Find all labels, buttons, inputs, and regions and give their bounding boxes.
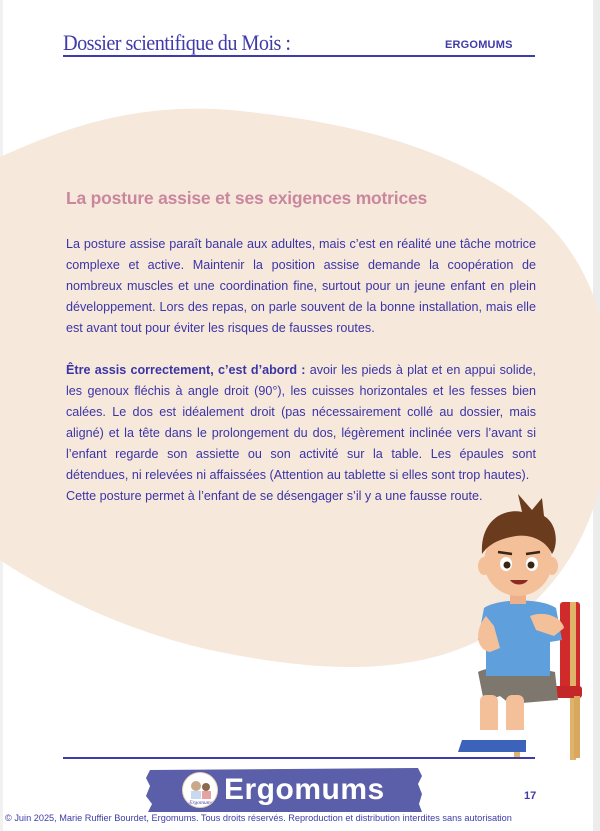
paragraph-2 — [66, 360, 536, 486]
ergomums-banner-text: Ergomums — [224, 773, 385, 806]
paragraph-3: Cette posture permet à l’enfant de se désengager s’il y a une fausse route. — [66, 489, 483, 503]
footer-divider — [63, 757, 535, 759]
copyright-notice: © Juin 2025, Marie Ruffier Bourdet, Ergomums. Tous droits réservés. Reproduction et distribution interdites sans autorisation — [5, 813, 512, 823]
sitting-boy-illustration — [450, 490, 590, 760]
paragraph-1: La posture assise paraît banale aux adultes, mais c’est en réalité une tâche motrice complexe et active. Maintenir la position assise demande la coopération de nombreux muscles et une coordination fine, surtout pour un jeune enfant en plein développement. Lors des repas, on parle souvent de la bonne installation, mais elle est avant tout pour éviter les risques de fausses routes. — [66, 237, 536, 335]
section-title: La posture assise et ses exigences motrices — [66, 188, 428, 208]
ergomums-logo — [182, 772, 218, 808]
logo-wordmark: Ergomums — [189, 800, 213, 806]
paragraph-2-lead: Être assis correctement, c’est d’abord : — [66, 363, 306, 377]
paragraph-2-rest: avoir les pieds à plat et en appui solide, les genoux fléchis à angle droit (90°), les cuisses horizontales et les fesses bien calées. Le dos est idéalement droit (pas nécessairement collé au dossier, mais aligné) et la tête dans le prolongement du dos, légèrement inclinée vers l’avant si l’enfant regarde son assiette ou son activité sur la table. Les épaules sont détendues, ni relevées ni affaissées (Attention au tablette si elles sont trop hautes). — [66, 363, 537, 482]
article-body — [66, 234, 536, 507]
page-number: 17 — [524, 790, 537, 802]
header-divider — [63, 55, 535, 57]
header-brand: ERGOMUMS — [445, 39, 513, 51]
header-title: Dossier scientifique du Mois : — [63, 30, 291, 55]
